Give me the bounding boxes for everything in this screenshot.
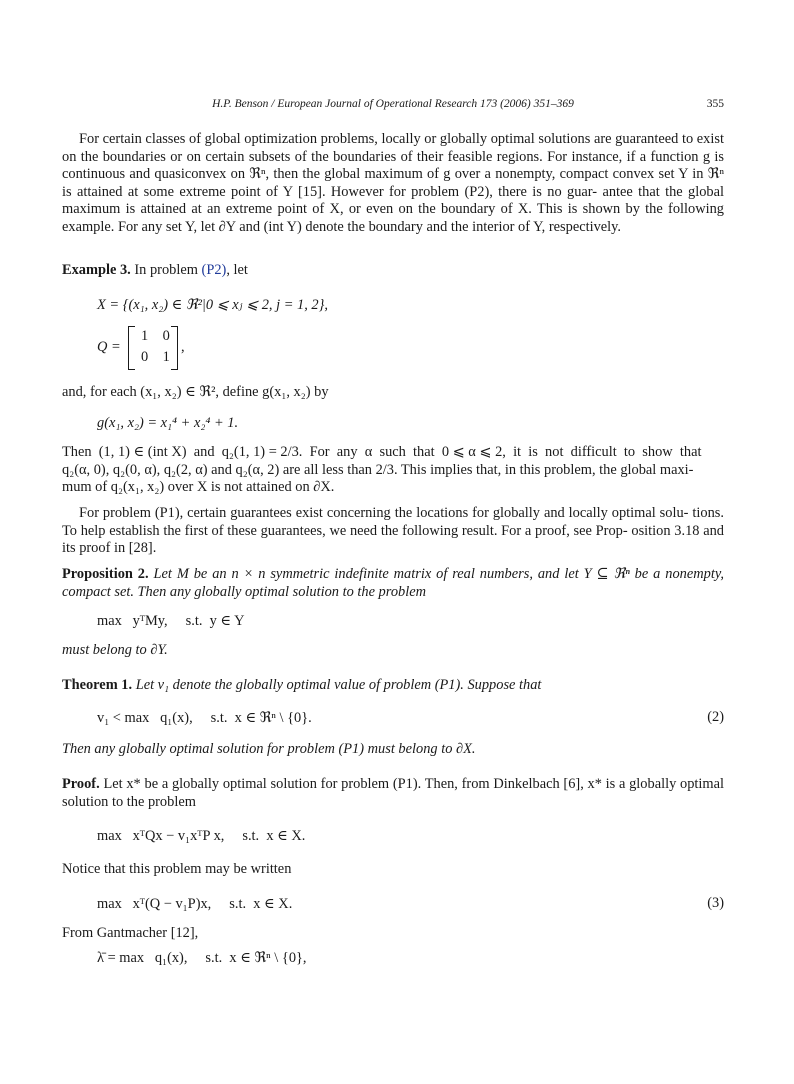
- para2-line: For problem (P1), certain guarantees exist concerning the locations for globally and locally optimal solu-: [79, 505, 689, 521]
- theorem-1: [62, 677, 724, 695]
- para1-line: Y, respectively.: [533, 218, 622, 235]
- equation-2: v₁ < max q₁(x), s.t. x ∈ ℜⁿ \ {0}.: [97, 710, 312, 726]
- equation-max-xQx: max xᵀQx − v₁xᵀP x, s.t. x ∈ X.: [97, 828, 306, 844]
- notice-line: Notice that this problem may be written: [62, 861, 292, 877]
- conclusion-line: q₂(α, 0), q₂(0, α), q₂(2, α) and q₂(α, 2) are all less than 2/3. This implies that, in this problem, the global maxi-: [62, 461, 694, 478]
- proposition-2: [62, 566, 724, 601]
- para2-line: tions. To help establish the first of these guarantees, we need the following result. For a proof, see Prop-: [62, 505, 724, 539]
- equation-lambda: λ̄ = max q₁(x), s.t. x ∈ ℜⁿ \ {0},: [97, 950, 307, 966]
- matrix-lhs: Q =: [97, 339, 121, 355]
- conclusion-line: Then (1, 1) ∈ (int X) and q₂(1, 1) = 2/3. For any α such that 0 ⩽ α ⩽ 2, it is not difficult to show that: [62, 444, 702, 460]
- equation-3: max xᵀ(Q − v₁P)x, s.t. x ∈ X.: [97, 896, 293, 912]
- proposition-text: compact set. Then any globally optimal solution to the problem: [62, 583, 426, 600]
- matrix-row-2: 0 1: [141, 349, 170, 365]
- proof-text: Let x* be a globally optimal solution for problem (P1). Then, from Dinkelbach [6], x* is a globally: [103, 776, 677, 792]
- proposition-label: Proposition 2.: [62, 566, 149, 582]
- proposition-text: Let M be an n × n symmetric indefinite matrix of real numbers, and let Y ⊆ ℜⁿ be a nonempty,: [153, 566, 725, 582]
- para2-line: osition 3.18 and its proof in [28].: [62, 522, 724, 556]
- para1-line: convex set Y in ℜⁿ is attained at some extreme point of Y [15]. However for problem (P2), there is no guar-: [62, 166, 724, 200]
- proposition-tail: must belong to ∂Y.: [62, 642, 168, 658]
- gantmacher-line: From Gantmacher [12],: [62, 925, 199, 941]
- proof-text: optimal solution to the problem: [62, 776, 724, 810]
- equation-g: g(x₁, x₂) = x₁⁴ + x₂⁴ + 1.: [97, 415, 239, 431]
- matrix-tail: ,: [181, 339, 185, 355]
- para1-line: to exist on the boundaries or on certain subsets of the boundaries of their feasible regions. For instance, if a: [62, 131, 724, 165]
- matrix-row-1: 1 0: [141, 328, 170, 344]
- conclusion-line: mum of q₂(x₁, x₂) over X is not attained on ∂X.: [62, 479, 335, 495]
- proof-label: Proof.: [62, 776, 100, 792]
- page-number: 355: [706, 98, 724, 110]
- right-bracket: [171, 326, 178, 370]
- example-3-heading: [62, 262, 724, 280]
- example-intro-tail: , let: [226, 262, 248, 278]
- equation-X: X = {(x₁, x₂) ∈ ℜ²|0 ⩽ xⱼ ⩽ 2, j = 1, 2},: [97, 297, 328, 313]
- example-label: Example 3.: [62, 262, 131, 278]
- para1-line: For certain classes of global optimization problems, locally or globally optimal solutions are guaranteed: [79, 131, 679, 147]
- example-conclusion: [62, 444, 724, 497]
- define-g-line: and, for each (x₁, x₂) ∈ ℜ², define g(x₁, x₂) by: [62, 384, 329, 400]
- paragraph-guarantees: [62, 505, 724, 558]
- paragraph-intro: [62, 131, 724, 236]
- equation-number-2: (2): [707, 709, 724, 725]
- proof: [62, 776, 724, 811]
- equation-max-yMy: max yᵀMy, s.t. y ∈ Y: [97, 613, 245, 629]
- example-intro: In problem: [134, 262, 198, 278]
- para1-line: shown by the following example. For any set Y, let ∂Y and (int Y) denote the boundary and the interior of: [62, 201, 724, 235]
- theorem-label: Theorem 1.: [62, 677, 133, 693]
- para1-line: function g is continuous and quasiconvex on ℜⁿ, then the global maximum of g over a nonempty, compact: [62, 148, 724, 182]
- equation-number-3: (3): [707, 895, 724, 911]
- left-bracket: [128, 326, 135, 370]
- ref-p2-link[interactable]: (P2): [201, 262, 227, 278]
- journal-citation: H.P. Benson / European Journal of Operational Research 173 (2006) 351–369: [212, 98, 574, 110]
- para1-line: antee that the global maximum is attained at an extreme point of X, or even on the boundary of X. This is: [62, 183, 724, 217]
- theorem-text: Let v₁ denote the globally optimal value of problem (P1). Suppose that: [135, 677, 542, 693]
- running-head: [62, 98, 724, 116]
- theorem-tail: Then any globally optimal solution for problem (P1) must belong to ∂X.: [62, 741, 476, 757]
